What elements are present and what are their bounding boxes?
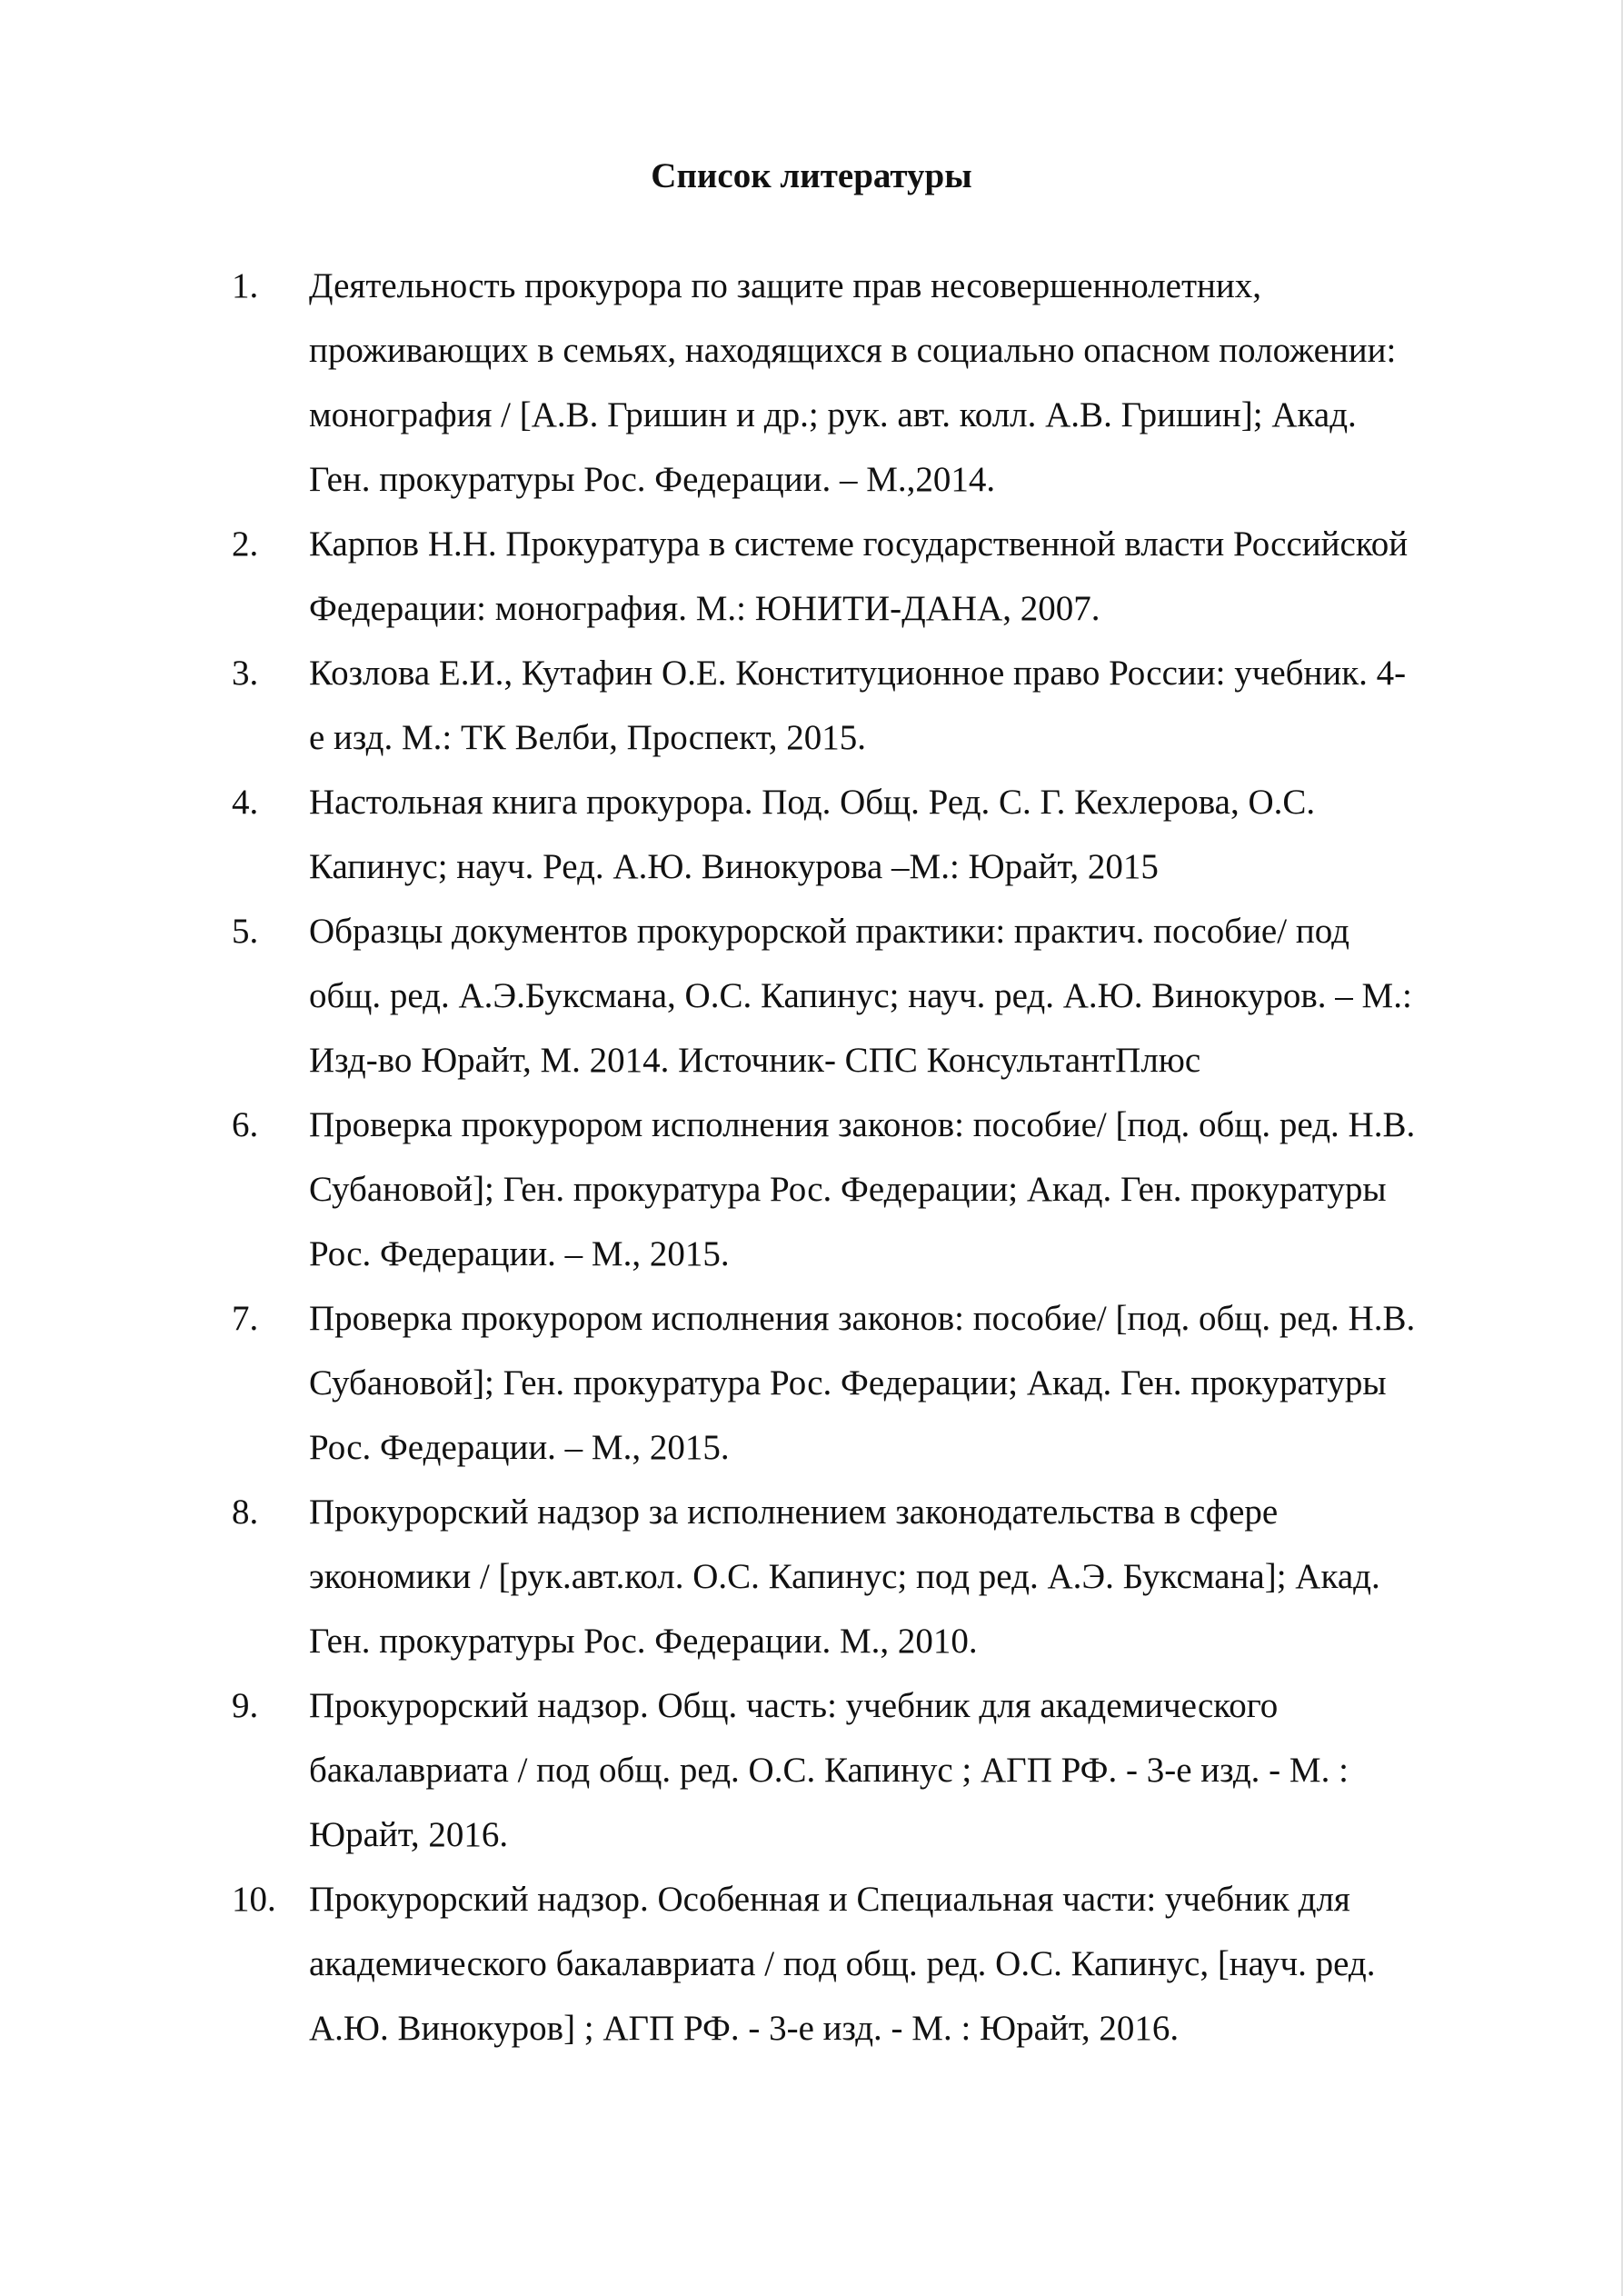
reference-line: Проверка прокурором исполнения законов: пособие/ [под. общ. ред. Н.В.: [309, 1105, 1416, 1144]
reference-line: Капинус; науч. Ред. А.Ю. Винокурова –М.: Юрайт, 2015: [309, 847, 1159, 886]
reference-list: [0, 254, 1623, 2061]
reference-item: [0, 899, 1518, 1093]
reference-number: 4.: [232, 783, 259, 822]
reference-line: Образцы документов прокурорской практики: практич. пособие/ под: [309, 912, 1349, 951]
reference-line: Ген. прокуратуры Рос. Федерации. М., 2010.: [309, 1622, 978, 1661]
reference-line: бакалавриата / под общ. ред. О.С. Капинус ; АГП РФ. - 3-е изд. - М. :: [309, 1751, 1349, 1790]
reference-number: 8.: [232, 1492, 259, 1532]
reference-line: Ген. прокуратуры Рос. Федерации. – М.,2014.: [309, 460, 996, 499]
reference-line: Проверка прокурором исполнения законов: пособие/ [под. общ. ред. Н.В.: [309, 1299, 1416, 1338]
reference-item: [0, 1673, 1518, 1867]
reference-item: [0, 1867, 1518, 2061]
reference-line: Карпов Н.Н. Прокуратура в системе государственной власти Российской: [309, 524, 1409, 564]
reference-number: 7.: [232, 1299, 259, 1338]
reference-line: е изд. М.: ТК Велби, Проспект, 2015.: [309, 718, 866, 757]
reference-number: 10.: [232, 1880, 276, 1919]
reference-item: [0, 1480, 1518, 1673]
reference-item: [0, 770, 1518, 899]
reference-line: Козлова Е.И., Кутафин О.Е. Конституционное право России: учебник. 4-: [309, 654, 1407, 693]
reference-line: экономики / [рук.авт.кол. О.С. Капинус; под ред. А.Э. Буксмана]; Акад.: [309, 1557, 1380, 1596]
reference-number: 2.: [232, 524, 259, 564]
reference-line: Прокурорский надзор. Общ. часть: учебник для академического: [309, 1686, 1279, 1725]
reference-line: Рос. Федерации. – М., 2015.: [309, 1428, 730, 1467]
reference-line: Субановой]; Ген. прокуратура Рос. Федерации; Акад. Ген. прокуратуры: [309, 1363, 1387, 1403]
reference-line: академического бакалавриата / под общ. ред. О.С. Капинус, [науч. ред.: [309, 1944, 1376, 1983]
reference-number: 5.: [232, 912, 259, 951]
reference-item: [0, 254, 1518, 512]
reference-line: Деятельность прокурора по защите прав несовершеннолетних,: [309, 266, 1262, 305]
reference-item: [0, 641, 1518, 770]
reference-number: 6.: [232, 1105, 259, 1144]
reference-line: Федерации: монография. М.: ЮНИТИ-ДАНА, 2007.: [309, 589, 1100, 628]
reference-line: А.Ю. Винокуров] ; АГП РФ. - 3-е изд. - М. : Юрайт, 2016.: [309, 2009, 1180, 2048]
reference-line: Рос. Федерации. – М., 2015.: [309, 1234, 730, 1273]
reference-number: 3.: [232, 654, 259, 693]
reference-line: Субановой]; Ген. прокуратура Рос. Федерации; Акад. Ген. прокуратуры: [309, 1170, 1387, 1209]
reference-line: Настольная книга прокурора. Под. Общ. Ред. С. Г. Кехлерова, О.С.: [309, 783, 1316, 822]
reference-line: Изд-во Юрайт, М. 2014. Источник- СПС КонсультантПлюс: [309, 1041, 1201, 1080]
reference-line: общ. ред. А.Э.Буксмана, О.С. Капинус; науч. ред. А.Ю. Винокуров. – М.:: [309, 976, 1412, 1015]
reference-item: [0, 512, 1518, 641]
reference-number: 1.: [232, 266, 259, 305]
reference-number: 9.: [232, 1686, 259, 1725]
reference-line: Прокурорский надзор за исполнением законодательства в сфере: [309, 1492, 1279, 1532]
reference-item: [0, 1093, 1518, 1286]
page-title: Список литературы: [651, 156, 972, 195]
reference-line: Прокурорский надзор. Особенная и Специальная части: учебник для: [309, 1880, 1350, 1919]
reference-line: проживающих в семьях, находящихся в социально опасном положении:: [309, 331, 1397, 370]
reference-line: Юрайт, 2016.: [309, 1815, 509, 1854]
reference-item: [0, 1286, 1518, 1480]
reference-line: монография / [А.В. Гришин и др.; рук. авт. колл. А.В. Гришин]; Акад.: [309, 395, 1357, 434]
